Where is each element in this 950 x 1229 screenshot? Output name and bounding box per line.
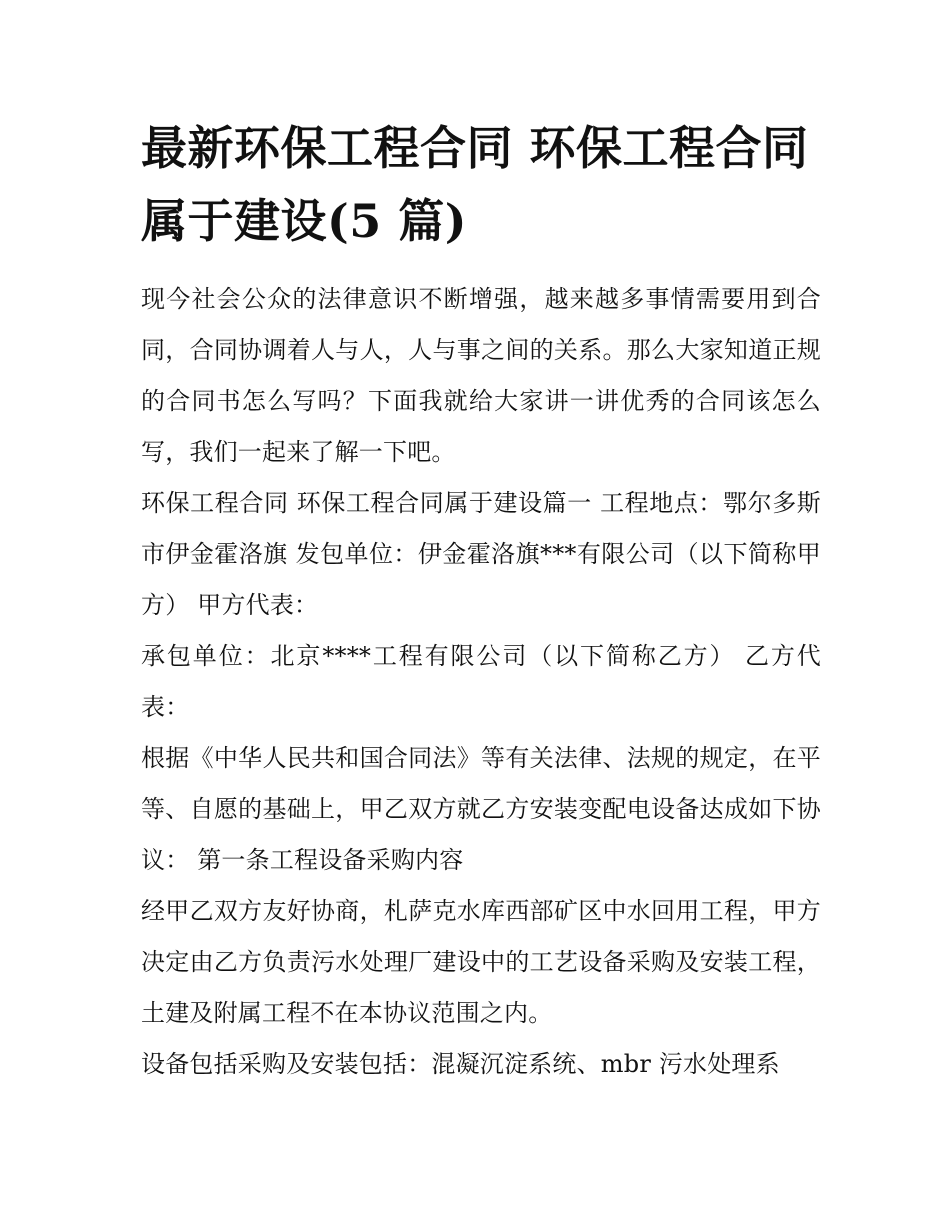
document-title: 最新环保工程合同 环保工程合同属于建设(5 篇) <box>141 121 809 248</box>
paragraph-legal-basis: 根据《中华人民共和国合同法》等有关法律、法规的规定，在平等、自愿的基础上，甲乙双方就乙方安装变配电设备达成如下协议： 第一条工程设备采购内容 <box>141 744 821 874</box>
paragraph-project-location: 环保工程合同 环保工程合同属于建设篇一 工程地点：鄂尔多斯市伊金霍洛旗 发包单位：伊金霍洛旗***有限公司（以下简称甲方） 甲方代表： <box>141 489 821 619</box>
paragraph-scope: 经甲乙双方友好协商，札萨克水库西部矿区中水回用工程，甲方决定由乙方负责污水处理厂建设中的工艺设备采购及安装工程，土建及附属工程不在本协议范围之内。 <box>141 897 821 1027</box>
document-body <box>141 112 821 1090</box>
paragraph-intro: 现今社会公众的法律意识不断增强，越来越多事情需要用到合同，合同协调着人与人，人与事之间的关系。那么大家知道正规的合同书怎么写吗？下面我就给大家讲一讲优秀的合同该怎么写，我们一起来了解一下吧。 <box>141 285 821 466</box>
paragraph-equipment: 设备包括采购及安装包括：混凝沉淀系统、mbr 污水处理系 <box>141 1050 780 1078</box>
paragraph-contractor: 承包单位：北京****工程有限公司（以下简称乙方） 乙方代表： <box>141 642 821 721</box>
